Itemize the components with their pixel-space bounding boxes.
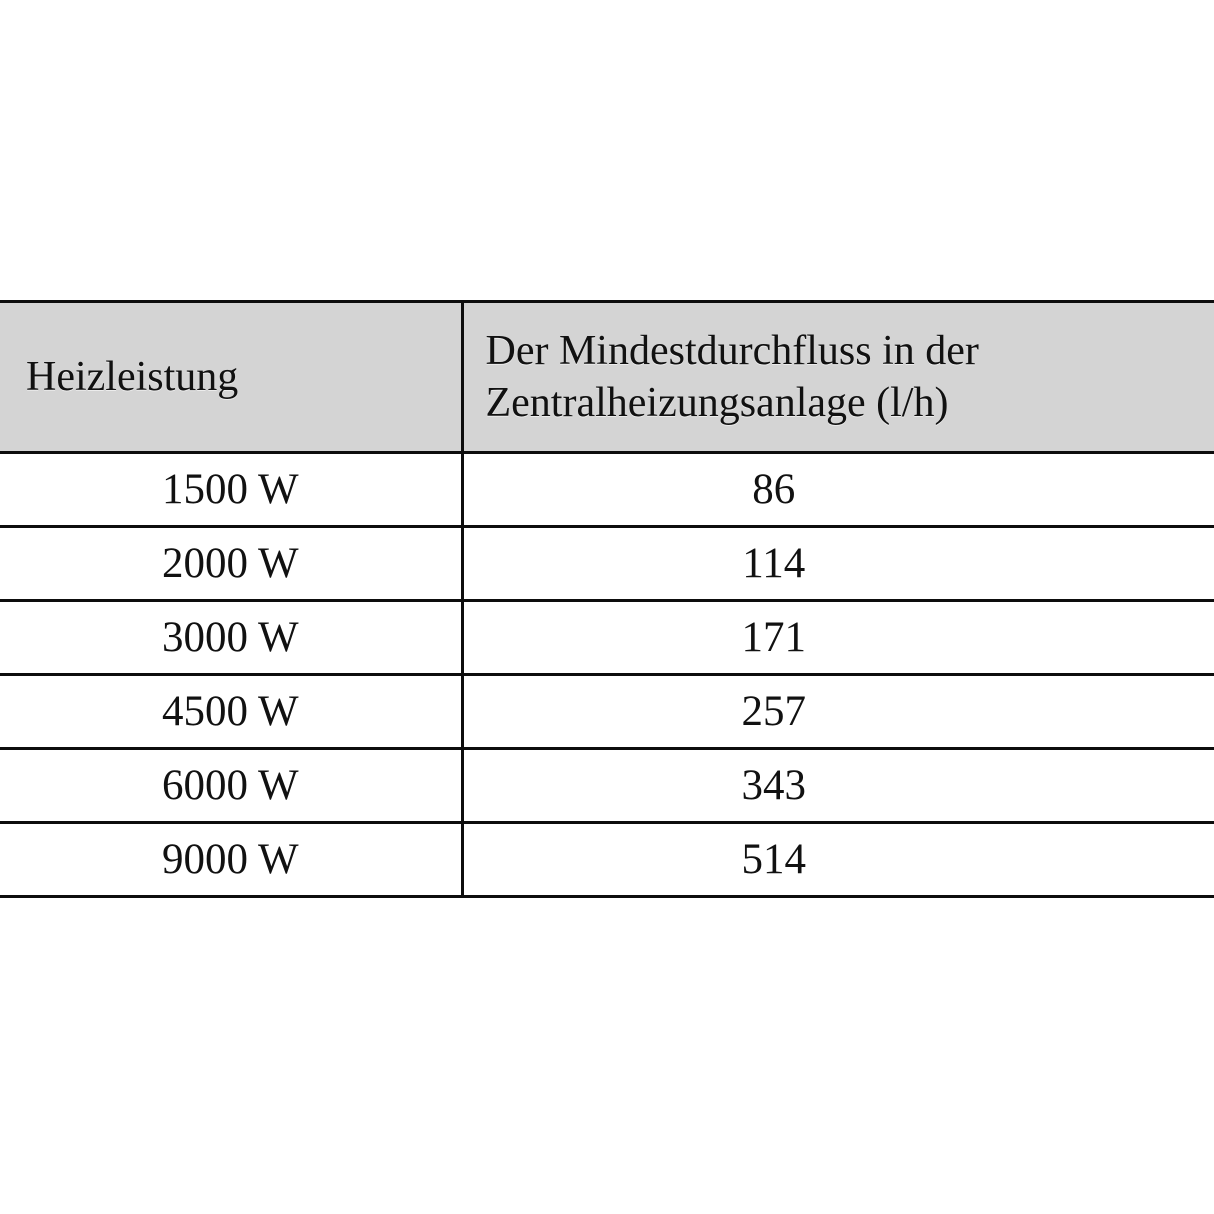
cell-heating-power (0, 675, 462, 749)
cell-heating-power-value: 1500 W (161, 466, 299, 513)
cell-heating-power (0, 823, 462, 897)
cell-min-flow (462, 675, 1214, 749)
cell-heating-power-value: 3000 W (161, 614, 299, 661)
cell-min-flow-value: 114 (742, 540, 806, 587)
heating-flow-table (0, 300, 1214, 898)
cell-min-flow-value: 171 (741, 614, 806, 661)
column-header-heating-power-label: Heizleistung (26, 353, 239, 400)
cell-min-flow-value: 257 (741, 688, 806, 735)
cell-heating-power-value: 4500 W (161, 688, 299, 735)
table-container (0, 300, 1214, 898)
cell-heating-power (0, 453, 462, 527)
cell-heating-power-value: 2000 W (161, 540, 299, 587)
column-header-heating-power (0, 302, 462, 453)
column-header-min-flow-label: Der Mindestdurchfluss in der Zentralheizungsanlage (l/h) (485, 327, 979, 426)
cell-min-flow-value: 514 (741, 836, 806, 883)
cell-min-flow (462, 601, 1214, 675)
table-row (0, 601, 1214, 675)
table-header (0, 302, 1214, 453)
table-row (0, 527, 1214, 601)
table-header-row (0, 302, 1214, 453)
cell-heating-power (0, 527, 462, 601)
table-body (0, 453, 1214, 897)
table-row (0, 453, 1214, 527)
cell-heating-power (0, 749, 462, 823)
column-header-min-flow (462, 302, 1214, 453)
cell-min-flow (462, 453, 1214, 527)
cell-min-flow (462, 823, 1214, 897)
cell-min-flow-value: 343 (741, 762, 806, 809)
cell-min-flow-value: 86 (752, 466, 796, 513)
cell-min-flow (462, 749, 1214, 823)
cell-heating-power-value: 6000 W (161, 762, 299, 809)
cell-heating-power (0, 601, 462, 675)
cell-min-flow (462, 527, 1214, 601)
table-row (0, 675, 1214, 749)
table-row (0, 749, 1214, 823)
table-row (0, 823, 1214, 897)
cell-heating-power-value: 9000 W (161, 836, 299, 883)
